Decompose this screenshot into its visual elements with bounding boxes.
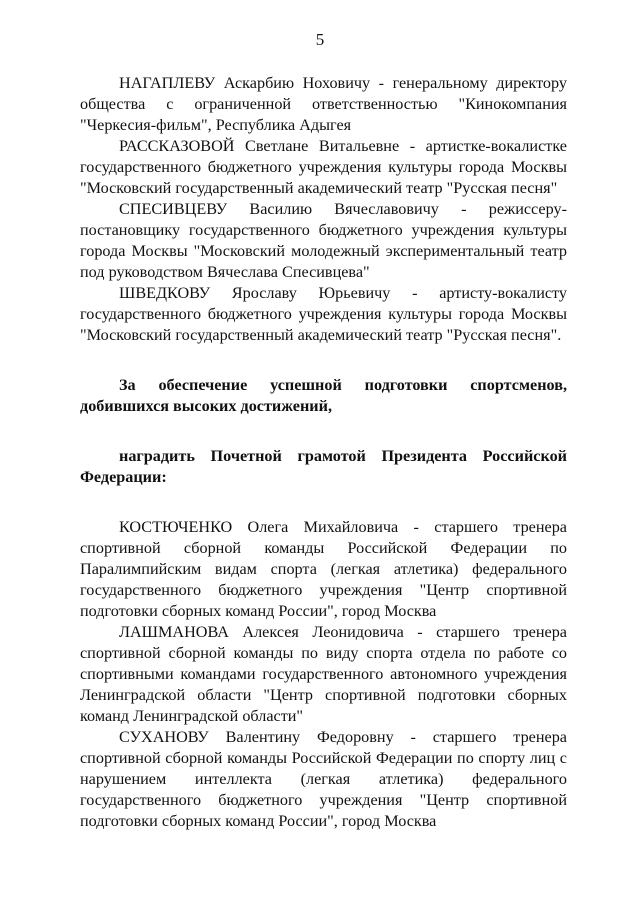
- award-entry-rasskazova: РАССКАЗОВОЙ Светлане Витальевне - артистке-вокалистке государственного бюджетного учреждения культуры города Москвы "Московский государственный академический театр "Русская песня": [80, 137, 567, 197]
- award-entry-kostyuchenko: КОСТЮЧЕНКО Олега Михайловича - старшего тренера спортивной сборной команды Российской Федерации по Паралимпийским видам спорта (легкая атлетика) федерального государственного бюджетного учреждения "Центр спортивной подготовки сборных команд России", город Москва: [80, 518, 567, 620]
- award-entry-shvedkov: ШВЕДКОВУ Ярославу Юрьевичу - артисту-вокалисту государственного бюджетного учреждения культуры города Москвы "Московский государственный академический театр "Русская песня".: [80, 284, 567, 344]
- section-heading-sports: За обеспечение успешной подготовки спортсменов, добившихся высоких достижений,: [80, 376, 567, 415]
- document-body: [80, 73, 567, 832]
- page-number: 5: [315, 30, 325, 49]
- award-decision: наградить Почетной грамотой Президента Российской Федерации:: [80, 447, 567, 486]
- award-entry-lashmanov: ЛАШМАНОВА Алексея Леонидовича - старшего тренера спортивной сборной команды по виду спорта отдела по работе со спортивными командами государственного автономного учреждения Ленинградской области "Центр спортивной подготовки сборных команд Ленинградской области": [80, 623, 567, 725]
- award-entry-spesivtsev: СПЕСИВЦЕВУ Василию Вячеславовичу - режиссеру-постановщику государственного бюджетного учреждения культуры города Москвы "Московский молодежный экспериментальный театр под руководством Вячеслава Спесивцева": [80, 200, 567, 281]
- award-entry-sukhanova: СУХАНОВУ Валентину Федоровну - старшего тренера спортивной сборной команды Российской Федерации по спорту лиц с нарушением интеллекта (легкая атлетика) федерального государственного бюджетного учреждения "Центр спортивной подготовки сборных команд России", город Москва: [80, 728, 567, 830]
- award-entry-nagapleva: НАГАПЛЕВУ Аскарбию Ноховичу - генеральному директору общества с ограниченной ответственностью "Кинокомпания "Черкесия-фильм", Республика Адыгея: [80, 74, 567, 134]
